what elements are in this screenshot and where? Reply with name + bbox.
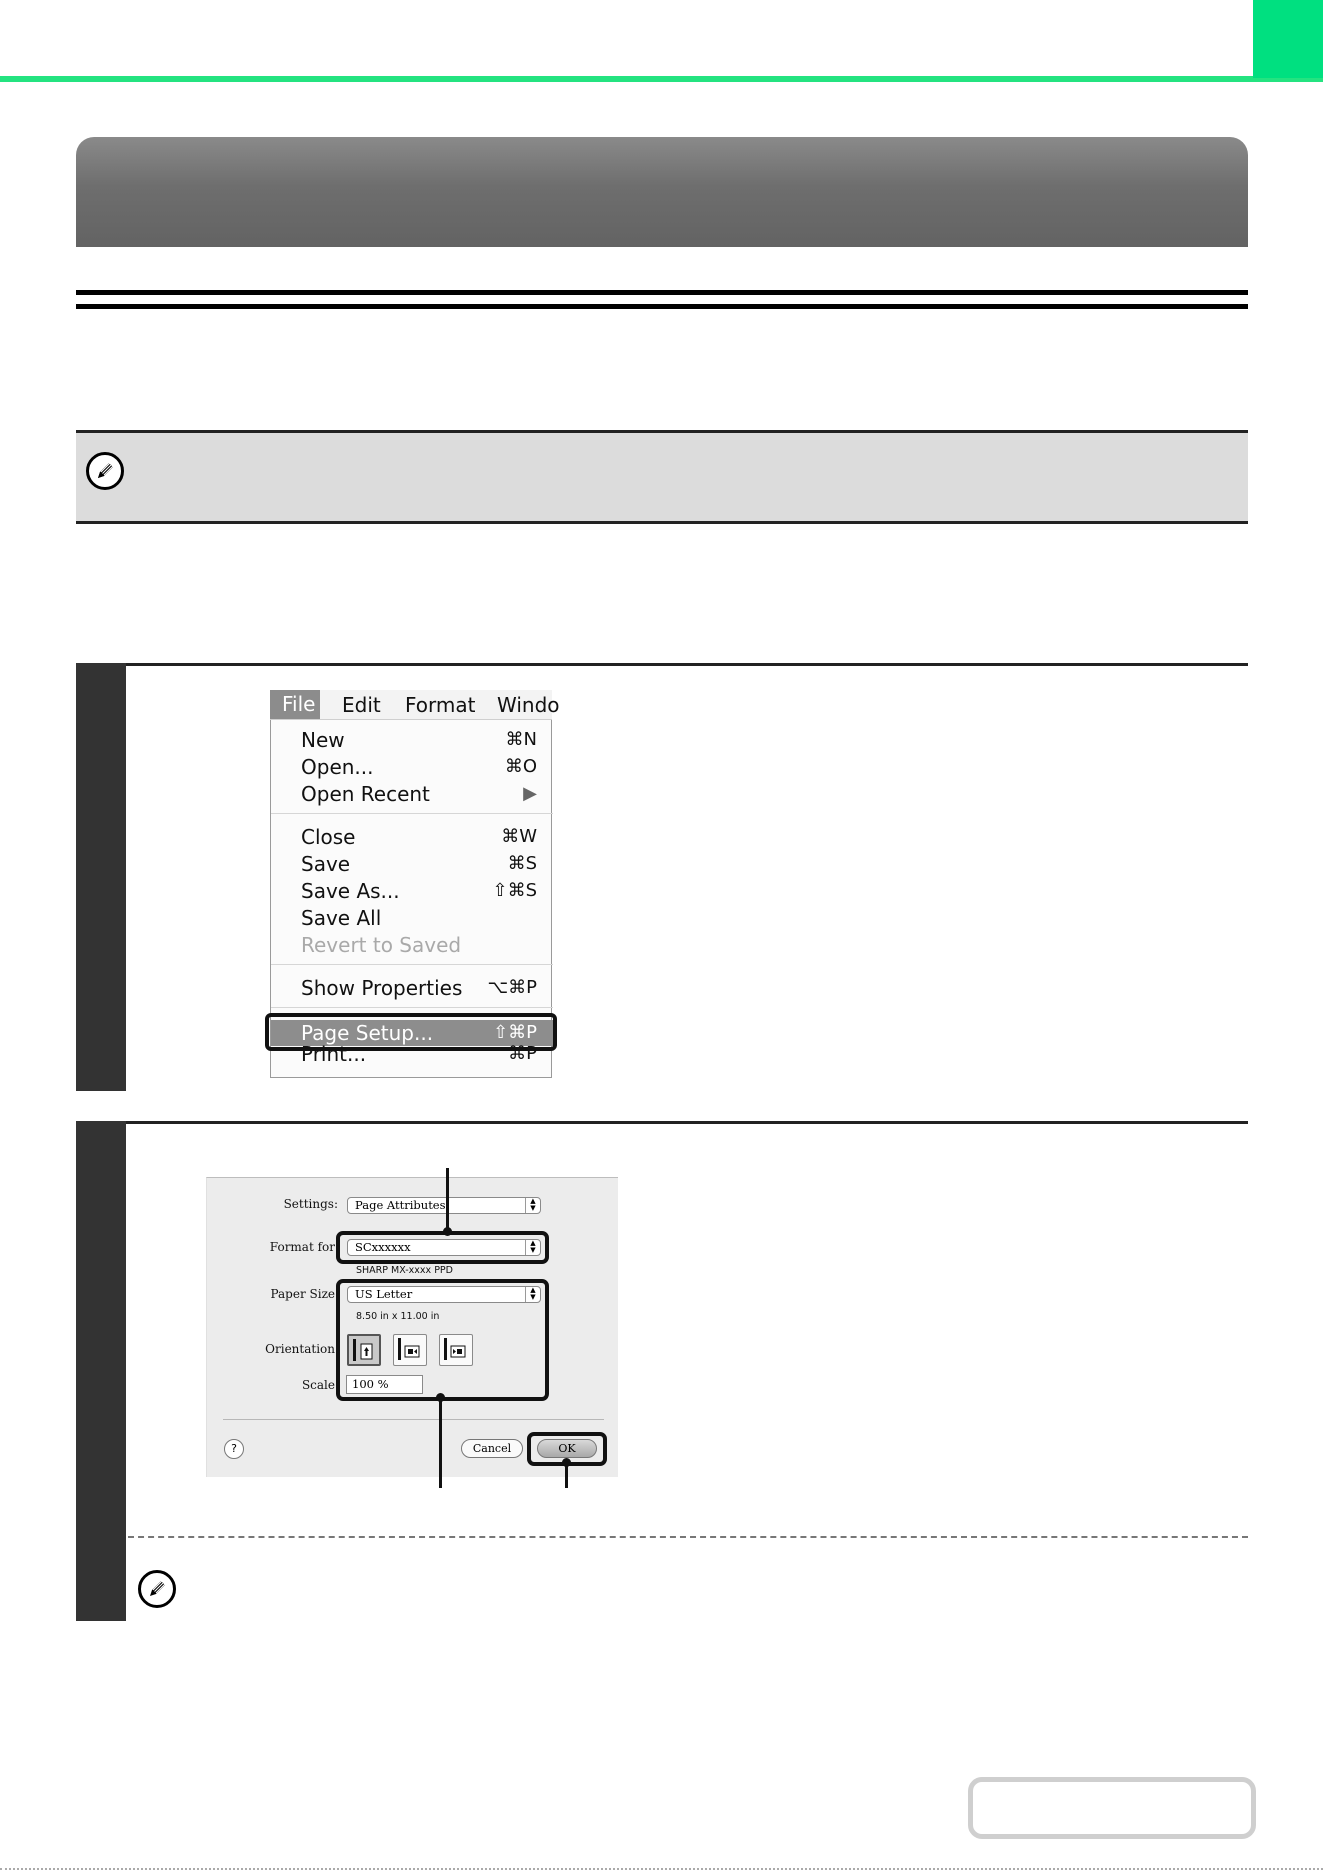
menu-item-close[interactable]: Close ⌘W (301, 825, 537, 849)
title-rule-top (76, 290, 1248, 295)
menubar-window[interactable]: Windo (497, 693, 560, 717)
menu-item-new[interactable]: New ⌘N (301, 728, 537, 752)
page-navigation-box[interactable] (968, 1777, 1256, 1839)
pencil-icon (138, 1570, 176, 1608)
submenu-arrow-icon: ▶ (523, 783, 537, 804)
menu-item-save-all[interactable]: Save All (301, 906, 382, 930)
menu-separator (271, 964, 553, 965)
paper-size-dimensions: 8.50 in x 11.00 in (356, 1311, 440, 1322)
format-for-label: Format for (269, 1240, 335, 1254)
top-accent-line (0, 76, 1323, 82)
step-2-rule (76, 1121, 1248, 1124)
menubar-file[interactable]: File (270, 690, 320, 719)
step-1-sidebar (76, 663, 126, 1091)
popup-arrows-icon: ▲ ▼ (525, 1287, 540, 1302)
menu-item-show-properties[interactable]: Show Properties ⌥⌘P (301, 976, 537, 1000)
format-for-leader-dot (443, 1227, 452, 1236)
bottom-rule (0, 1868, 1323, 1874)
pencil-icon (86, 452, 124, 490)
note-box (76, 430, 1248, 524)
top-accent-tab (1253, 0, 1323, 78)
title-rule-bottom (76, 304, 1248, 309)
ok-button[interactable]: OK (537, 1439, 597, 1458)
menu-separator (271, 813, 553, 814)
menu-item-page-setup[interactable]: Page Setup... ⇧⌘P (271, 1020, 553, 1046)
menubar-format[interactable]: Format (405, 693, 476, 717)
paper-size-popup[interactable]: US Letter ▲ ▼ (347, 1286, 541, 1303)
dashed-separator (128, 1536, 1248, 1538)
help-button[interactable]: ? (224, 1439, 244, 1459)
step-2-sidebar (76, 1121, 126, 1621)
settings-label: Settings: (283, 1197, 338, 1211)
format-for-popup[interactable]: SCxxxxxx ▲ ▼ (347, 1239, 541, 1256)
menu-item-print[interactable]: Print... ⌘P (301, 1042, 537, 1066)
scale-label: Scale (301, 1378, 335, 1392)
menu-item-save-as[interactable]: Save As... ⇧⌘S (301, 879, 537, 903)
paper-settings-leader-dot (436, 1393, 445, 1402)
cancel-button[interactable]: Cancel (461, 1439, 523, 1458)
scale-input[interactable]: 100 % (346, 1375, 423, 1394)
paper-settings-leader (439, 1398, 442, 1488)
format-for-callout (336, 1231, 549, 1264)
page-setup-callout (265, 1013, 557, 1051)
menu-item-revert-to-saved: Revert to Saved (301, 933, 462, 957)
menu-item-open-recent[interactable]: Open Recent ▶ (301, 782, 537, 806)
format-for-leader (446, 1168, 449, 1232)
ok-leader-dot (562, 1458, 571, 1467)
dialog-separator (223, 1419, 604, 1420)
settings-popup[interactable]: Page Attributes ▲ ▼ (347, 1197, 541, 1214)
step-1-rule (76, 663, 1248, 666)
menu-item-save[interactable]: Save ⌘S (301, 852, 537, 876)
orientation-label: Orientation (265, 1342, 335, 1356)
menubar-edit[interactable]: Edit (342, 693, 381, 717)
paper-size-label: Paper Size (270, 1287, 335, 1301)
popup-arrows-icon: ▲ ▼ (525, 1240, 540, 1255)
format-for-ppd: SHARP MX-xxxx PPD (356, 1265, 453, 1276)
menu-item-open[interactable]: Open... ⌘O (301, 755, 537, 779)
paper-settings-callout (336, 1279, 549, 1401)
section-header-bar (76, 137, 1248, 247)
menu-separator (271, 1007, 553, 1008)
popup-arrows-icon: ▲ ▼ (525, 1198, 540, 1213)
menu-bar (270, 690, 560, 720)
